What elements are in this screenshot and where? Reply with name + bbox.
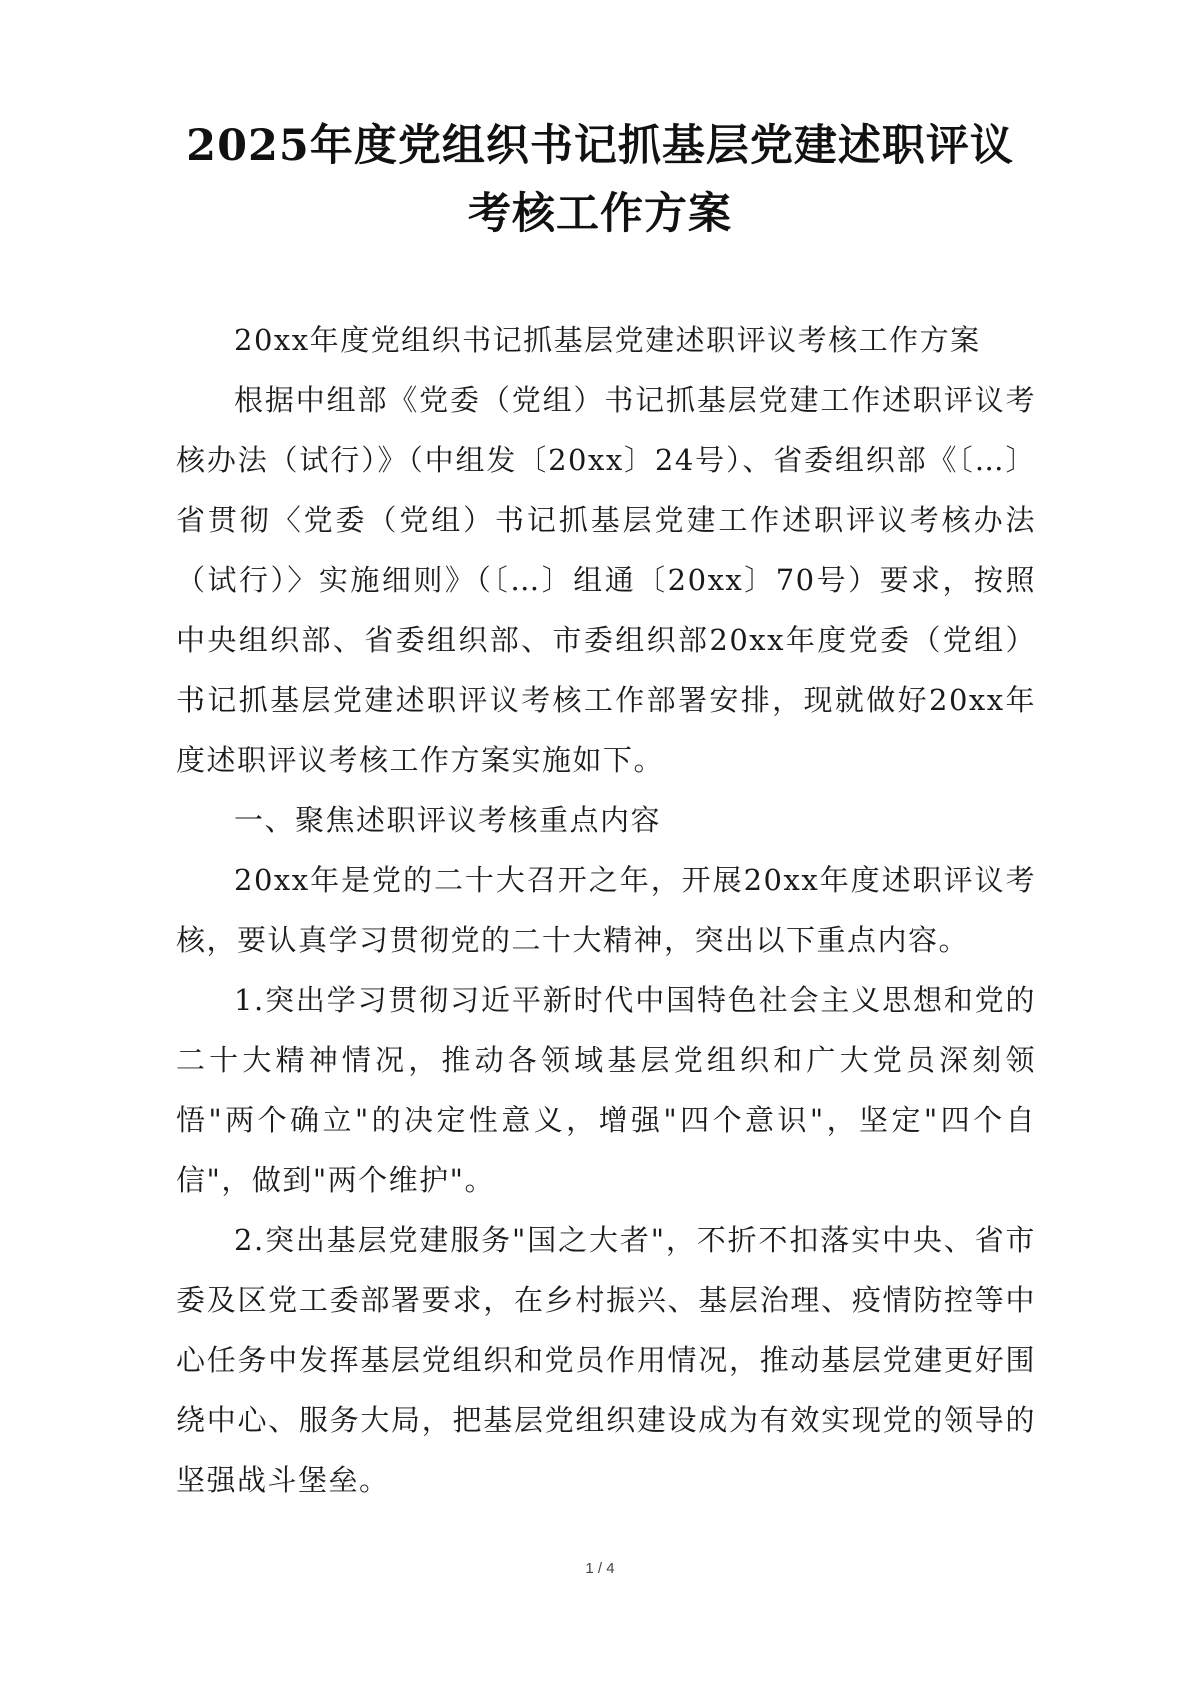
page-number: 1 / 4 — [585, 1560, 615, 1577]
document-body — [176, 310, 1036, 1510]
paragraph-intro: 20xx年是党的二十大召开之年，开展20xx年度述职评议考核，要认真学习贯彻党的二十大精神，突出以下重点内容。 — [176, 863, 1036, 957]
paragraph-basis: 根据中组部《党委（党组）书记抓基层党建工作述职评议考核办法（试行）》（中组发〔20xx〕24号）、省委组织部《〔…〕省贯彻〈党委（党组）书记抓基层党建工作述职评议考核办法（试行）〉实施细则》（〔…〕组通〔20xx〕70号）要求，按照中央组织部、省委组织部、市委组织部20xx年度党委（党组）书记抓基层党建述职评议考核工作部署安排，现就做好20xx年度述职评议考核工作方案实施如下。 — [176, 383, 1036, 777]
paragraph-subtitle: 20xx年度党组织书记抓基层党建述职评议考核工作方案 — [234, 323, 981, 357]
section-heading-1: 一、聚焦述职评议考核重点内容 — [234, 803, 662, 837]
paragraph-item-2: 2.突出基层党建服务"国之大者"，不折不扣落实中央、省市委及区党工委部署要求，在乡村振兴、基层治理、疫情防控等中心任务中发挥基层党组织和党员作用情况，推动基层党建更好围绕中心、服务大局，把基层党组织建设成为有效实现党的领导的坚强战斗堡垒。 — [176, 1223, 1036, 1497]
document-title: 2025年度党组织书记抓基层党建述职评议考核工作方案 — [186, 121, 1014, 239]
paragraph-item-1: 1.突出学习贯彻习近平新时代中国特色社会主义思想和党的二十大精神情况，推动各领域基层党组织和广大党员深刻领悟"两个确立"的决定性意义，增强"四个意识"，坚定"四个自信"，做到"两个维护"。 — [176, 983, 1036, 1197]
